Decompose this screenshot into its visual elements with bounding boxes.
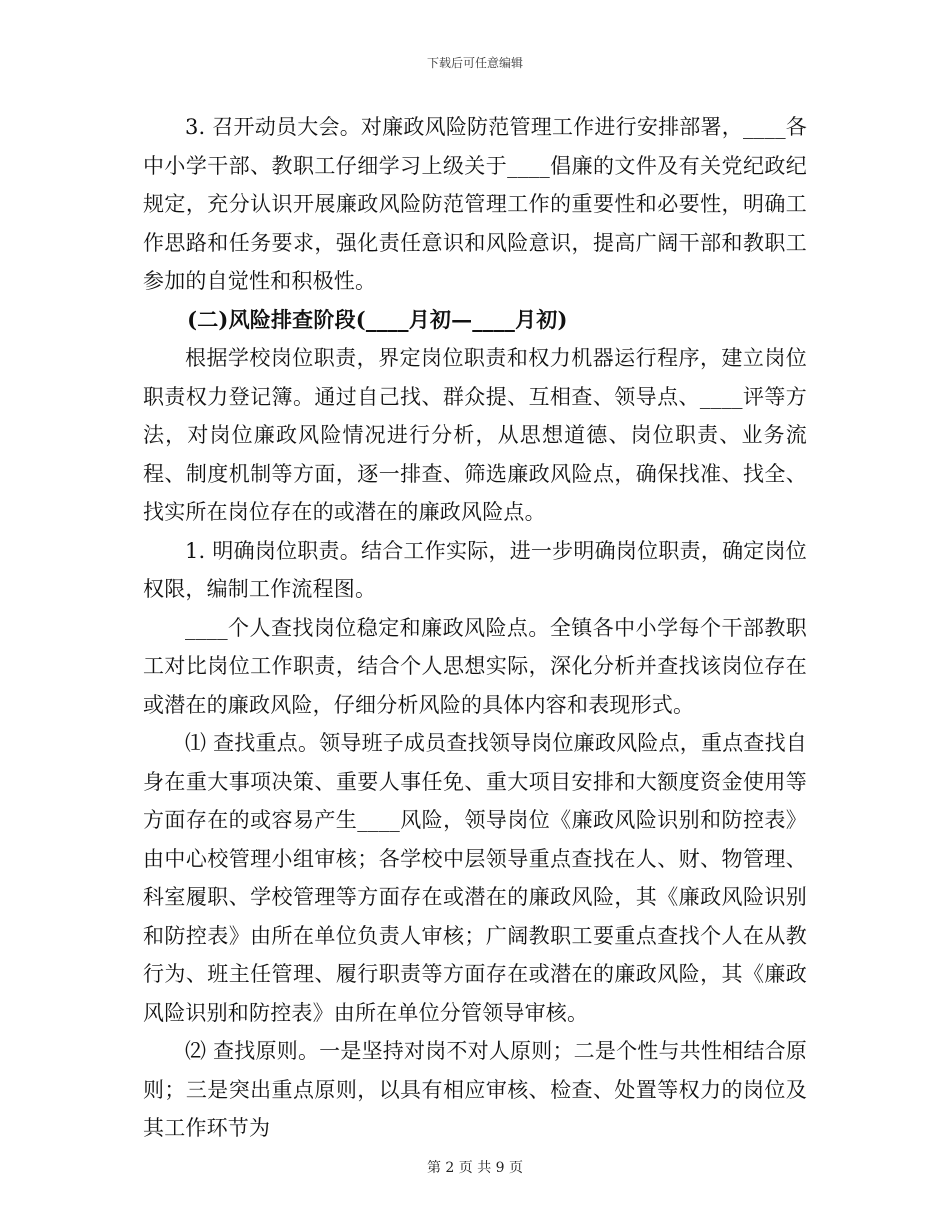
paragraph-search-focus: ⑴ 查找重点。领导班子成员查找领导岗位廉政风险点，重点查找自身在重大事项决策、重要人事任免、重大项目安排和大额度资金使用等方面存在的或容易产生____风险，领导岗位《廉政风险识别和防控表》由中心校管理小组审核；各学校中层领导重点查找在人、财、物管理、科室履职、学校管理等方面存在或潜在的廉政风险，其《廉政风险识别和防控表》由所在单位负责人审核；广阔教职工要重点查找个人在从教行为、班主任管理、履行职责等方面存在或潜在的廉政风险，其《廉政风险识别和防控表》由所在单位分管领导审核。 — [143, 731, 807, 1025]
paragraph-mobilization-meeting: 3. 召开动员大会。对廉政风险防范管理工作进行安排部署，____各中小学干部、教职工仔细学习上级关于____倡廉的文件及有关党纪政纪规定，充分认识开展廉政风险防范管理工作的重要性和必要性，明确工作思路和任务要求，强化责任意识和风险意识，提高广阔干部和教职工参加的自觉性和积极性。 — [143, 115, 807, 293]
paragraph-search-principles: ⑵ 查找原则。一是坚持对岗不对人原则；二是个性与共性相结合原则；三是突出重点原则，以具有相应审核、检查、处置等权力的岗位及其工作环节为 — [143, 1039, 807, 1140]
page-header: 下载后可任意编辑 — [426, 56, 523, 70]
section-heading-risk-screening: (二)风险排查阶段(____月初—____月初) — [187, 306, 568, 332]
document-body — [143, 108, 807, 1148]
paragraph-clarify-duties: 1. 明确岗位职责。结合工作实际，进一步明确岗位职责，确定岗位权限，编制工作流程图。 — [143, 538, 807, 601]
paragraph-risk-screening: 根据学校岗位职责，界定岗位职责和权力机器运行程序，建立岗位职责权力登记簿。通过自己找、群众提、互相查、领导点、____评等方法，对岗位廉政风险情况进行分析，从思想道德、岗位职责、业务流程、制度机制等方面，逐一排查、筛选廉政风险点，确保找准、找全、找实所在岗位存在的或潜在的廉政风险点。 — [143, 346, 807, 524]
paragraph-personal-search: ____个人查找岗位稳定和廉政风险点。全镇各中小学每个干部教职工对比岗位工作职责，结合个人思想实际，深化分析并查找该岗位存在或潜在的廉政风险，仔细分析风险的具体内容和表现形式。 — [143, 615, 807, 717]
page-number: 第 2 页 共 9 页 — [426, 1160, 524, 1176]
